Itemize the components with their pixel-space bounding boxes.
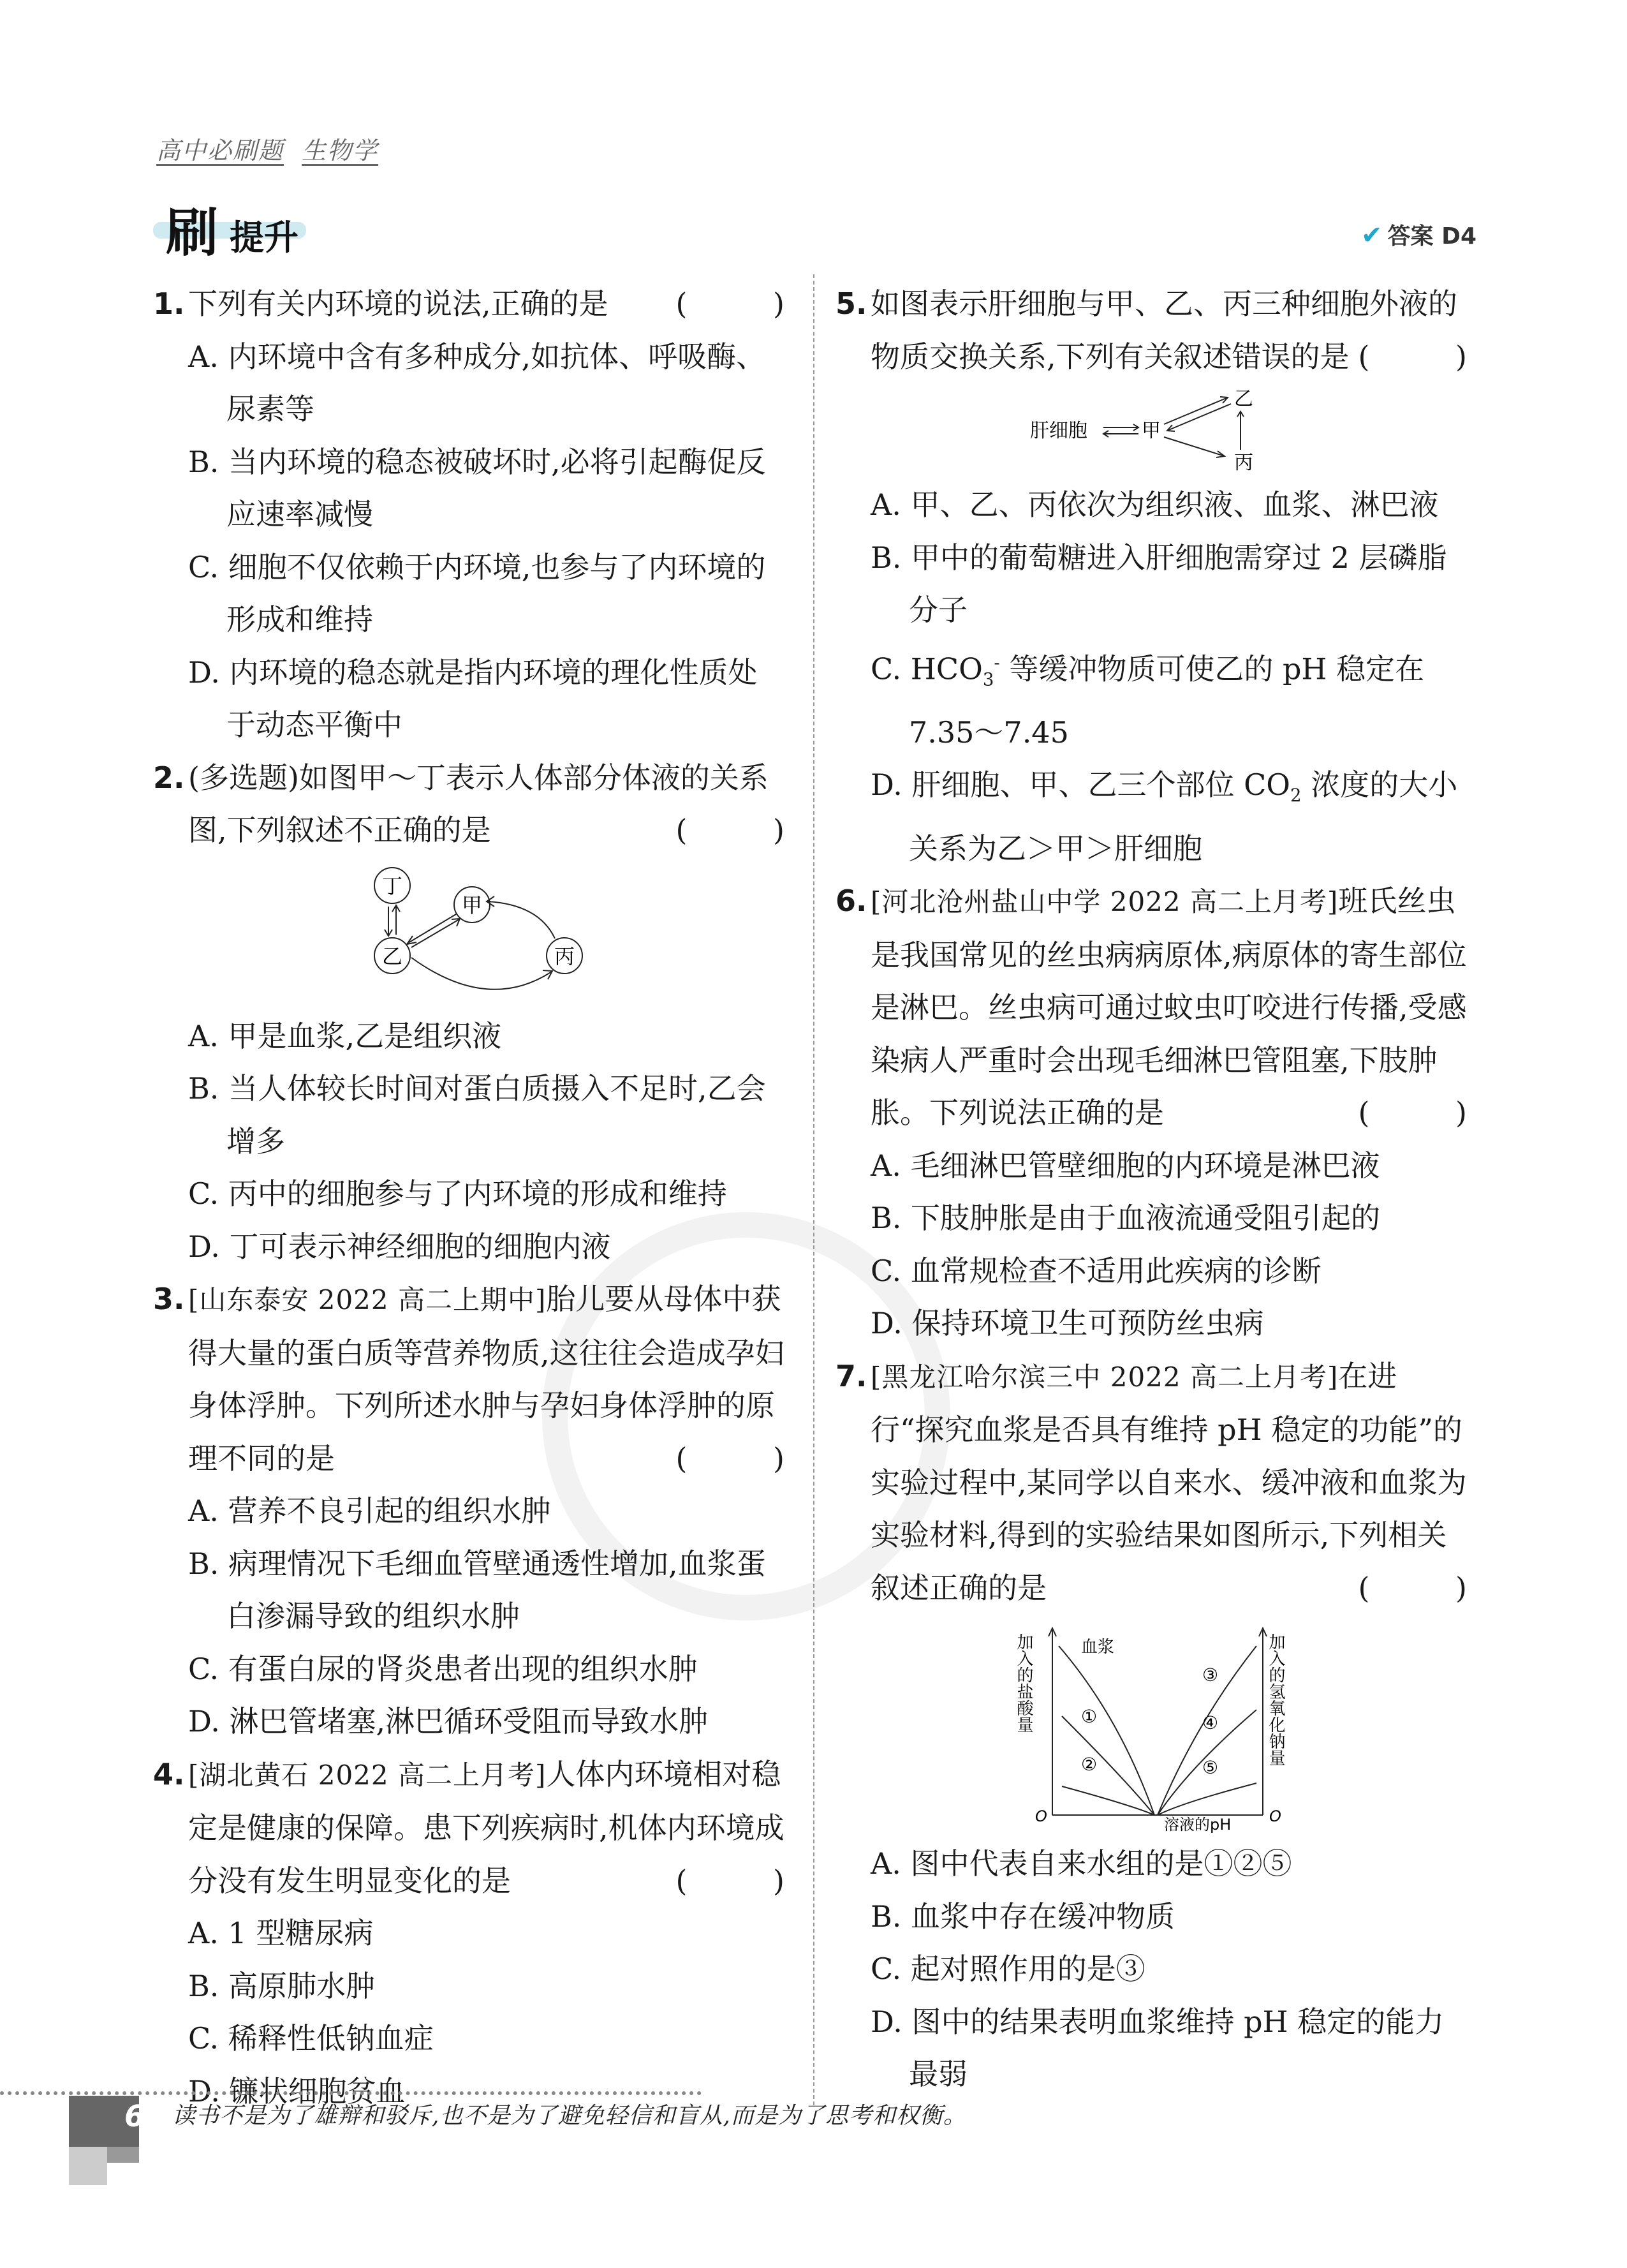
option-a: A. 图中代表自来水组的是①②⑤ [871,1846,1292,1881]
question-number: 1. [153,286,185,321]
option-c: C. 稀释性低钠血症 [188,2021,434,2056]
arrowhead [407,936,416,944]
subscript: 2 [1290,785,1302,806]
question-source: [黑龙江哈尔滨三中 2022 高二上月考] [871,1361,1339,1393]
check-icon: ✔ [1361,221,1383,250]
arrow-yi-jia [1167,404,1231,431]
stem-text: 如图表示肝细胞与甲、乙、丙三种细胞外液的物质交换关系,下列有关叙述错误的是 [871,286,1457,374]
option-b: B. 甲中的葡萄糖进入肝细胞需穿过 2 层磷脂分子 [871,540,1447,627]
label-bing: 丙 [554,944,575,968]
arrow-jia-bing [1164,437,1225,456]
question-source: [山东泰安 2022 高二上期中] [188,1284,547,1316]
option-d-text: 浓度的大小关系为乙＞甲＞肝细胞 [909,767,1458,866]
stem-text: 在进行“探究血浆是否具有维持 pH 稳定的功能”的实验过程中,某同学以自来水、缓冲液和血浆为实验材料,得到的实验结果如图所示,下列相关叙述正确的是 [871,1358,1467,1605]
answer-bracket: ( ) [675,1863,823,1898]
origin-left: O [1035,1807,1047,1826]
body-fluid-diagram [367,863,596,1004]
question-1 [153,278,823,752]
option-d: D. 镰状细胞贫血 [188,2073,406,2109]
question-source: [湖北黄石 2022 高二上月考] [188,1759,547,1791]
series-title: 高中必刷题 [156,137,284,165]
option-a: A. 毛细淋巴管壁细胞的内环境是淋巴液 [871,1148,1380,1183]
option-c [871,637,1467,759]
label-curve-1: ① [1081,1706,1098,1728]
label-yi: 乙 [381,944,403,968]
option-c-text: C. HCO [871,651,983,686]
arrow-yi-jia [411,919,459,947]
ph-chart [1014,1620,1292,1834]
question-7 [836,1350,1505,2101]
stem-text: 班氏丝虫是我国常见的丝虫病病原体,病原体的寄生部位是淋巴。丝虫病可通过蚊虫叮咬进行传播,受感染病人严重时会出现毛细淋巴管阻塞,下肢肿胀。下列说法正确的是 [871,884,1467,1130]
option-c: C. 细胞不仅依赖于内环境,也参与了内环境的形成和维持 [188,549,766,637]
option-b: B. 高原肺水肿 [188,1968,376,2003]
answer-bracket: ( ) [1358,339,1505,374]
question-stem [871,875,1505,1139]
stem-text: 下列有关内环境的说法,正确的是 [188,286,608,321]
column-divider [813,274,814,2105]
option-d-text: D. 肝细胞、甲、乙三个部位 CO [871,767,1291,803]
label-curve-5: ⑤ [1202,1757,1219,1779]
arrow-bing-jia [488,901,555,938]
option-c: C. 有蛋白尿的肾炎患者出现的组织水肿 [188,1651,698,1686]
label-jia: 甲 [461,893,483,917]
section-banner [153,191,319,262]
arrow-jia-yi [1164,397,1228,424]
option-d: D. 丁可表示神经细胞的细胞内液 [188,1229,611,1264]
answer-label: 答案 D4 [1387,223,1476,249]
ylabel-right: 加入的氢氧化钠量 [1266,1633,1285,1767]
page-decor-block [69,2147,107,2185]
option-a: A. 营养不良引起的组织水肿 [188,1493,551,1528]
liver-cell-diagram [1030,386,1272,475]
option-b: B. 下肢肿胀是由于血液流通受阻引起的 [871,1201,1381,1236]
page-number: 6 [124,2099,145,2133]
question-stem [188,1273,823,1485]
question-6 [836,875,1505,1350]
question-2 [153,752,823,1273]
label-curve-3: ③ [1202,1664,1219,1686]
answer-bracket: ( ) [675,1441,823,1476]
option-b: B. 病理情况下毛细血管壁通透性增加,血浆蛋白渗漏导致的组织水肿 [188,1546,766,1633]
option-b: B. 当人体较长时间对蛋白质摄入不足时,乙会增多 [188,1071,766,1159]
option-a: A. 甲、乙、丙依次为组织液、血浆、淋巴液 [871,487,1439,522]
question-number: 5. [836,286,867,321]
option-b: B. 当内环境的稳态被破坏时,必将引起酶促反应速率减慢 [188,444,766,531]
ylabel-left: 加入的盐酸量 [1014,1633,1033,1733]
option-c: C. 丙中的细胞参与了内环境的形成和维持 [188,1176,727,1211]
answer-bracket: ( ) [1358,1095,1505,1130]
option-b: B. 血浆中存在缓冲物质 [871,1899,1175,1934]
stem-text: 人体内环境相对稳定是健康的保障。患下列疾病时,机体内环境成分没有发生明显变化的是 [188,1756,784,1898]
question-5 [836,278,1505,875]
book-series-header [156,131,378,166]
label-ding: 丁 [381,873,403,898]
curve-5 [1158,1783,1256,1815]
footer-dotted-line [0,2091,702,2095]
label-curve-2: ② [1081,1754,1098,1775]
option-c: C. 血常规检查不适用此疾病的诊断 [871,1253,1321,1288]
answer-reference [1361,218,1476,251]
answer-bracket: ( ) [675,286,823,321]
question-3 [153,1273,823,1748]
footer-motto: 读书不是为了雄辩和驳斥,也不是为了避免轻信和盲从,而是为了思考和权衡。 [172,2103,967,2129]
option-d: D. 保持环境卫生可预防丝虫病 [871,1306,1264,1341]
question-number: 6. [836,884,867,919]
option-a: A. 内环境中含有多种成分,如抗体、呼吸酶、尿素等 [188,339,766,426]
stem-text: 胎儿要从母体中获得大量的蛋白质等营养物质,这往往会造成孕妇身体浮肿。下列所述水肿与孕妇身体浮肿的原理不同的是 [188,1282,784,1476]
arrow-yi-bing [411,958,552,989]
page-decor-block [107,2147,139,2163]
right-column [836,278,1505,2101]
curve-2 [1062,1786,1154,1815]
question-stem [188,278,823,330]
arrow-jia-yi [408,914,456,943]
question-number: 2. [153,760,185,795]
curve-1 [1062,1716,1154,1815]
option-a: A. 1 型糖尿病 [188,1916,374,1950]
label-curve-4: ④ [1202,1712,1219,1734]
question-stem [871,1350,1505,1615]
answer-bracket: ( ) [1358,1570,1505,1605]
section-title: 提升 [230,218,298,258]
label-liver-cell: 肝细胞 [1030,420,1087,442]
question-stem [188,1748,823,1908]
option-d: D. 图中的结果表明血浆维持 pH 稳定的能力最弱 [871,2004,1445,2092]
question-number: 3. [153,1282,185,1316]
label-jia: 甲 [1142,420,1161,442]
option-d: D. 淋巴管堵塞,淋巴循环受阻而导致水肿 [188,1704,709,1738]
option-c-text: 等缓冲物质可使乙的 pH 稳定在 7.35～7.45 [909,651,1425,750]
question-number: 4. [153,1756,185,1791]
subject-title: 生物学 [302,137,379,165]
superscript: - [994,651,1000,673]
question-stem [871,278,1505,383]
question-4 [153,1748,823,2118]
option-c: C. 起对照作用的是③ [871,1952,1145,1987]
subscript: 3 [982,669,994,690]
left-column [153,278,823,2117]
origin-right: O [1269,1807,1281,1826]
question-source: [河北沧州盐山中学 2022 高二上月考] [871,886,1339,918]
label-bing: 丙 [1234,452,1253,474]
question-stem [188,752,823,857]
option-a: A. 甲是血浆,乙是组织液 [188,1018,502,1053]
question-number: 7. [836,1358,867,1393]
stem-text: (多选题)如图甲～丁表示人体部分体液的关系图,下列叙述不正确的是 [188,760,769,847]
label-plasma: 血浆 [1081,1638,1115,1657]
option-d: D. 内环境的稳态就是指内环境的理化性质处于动态平衡中 [188,655,758,742]
xlabel: 溶液的pH [1164,1816,1232,1834]
option-d [871,759,1467,875]
answer-bracket: ( ) [675,813,823,847]
section-big-char: 刷 [166,203,219,263]
label-yi: 乙 [1234,388,1253,410]
